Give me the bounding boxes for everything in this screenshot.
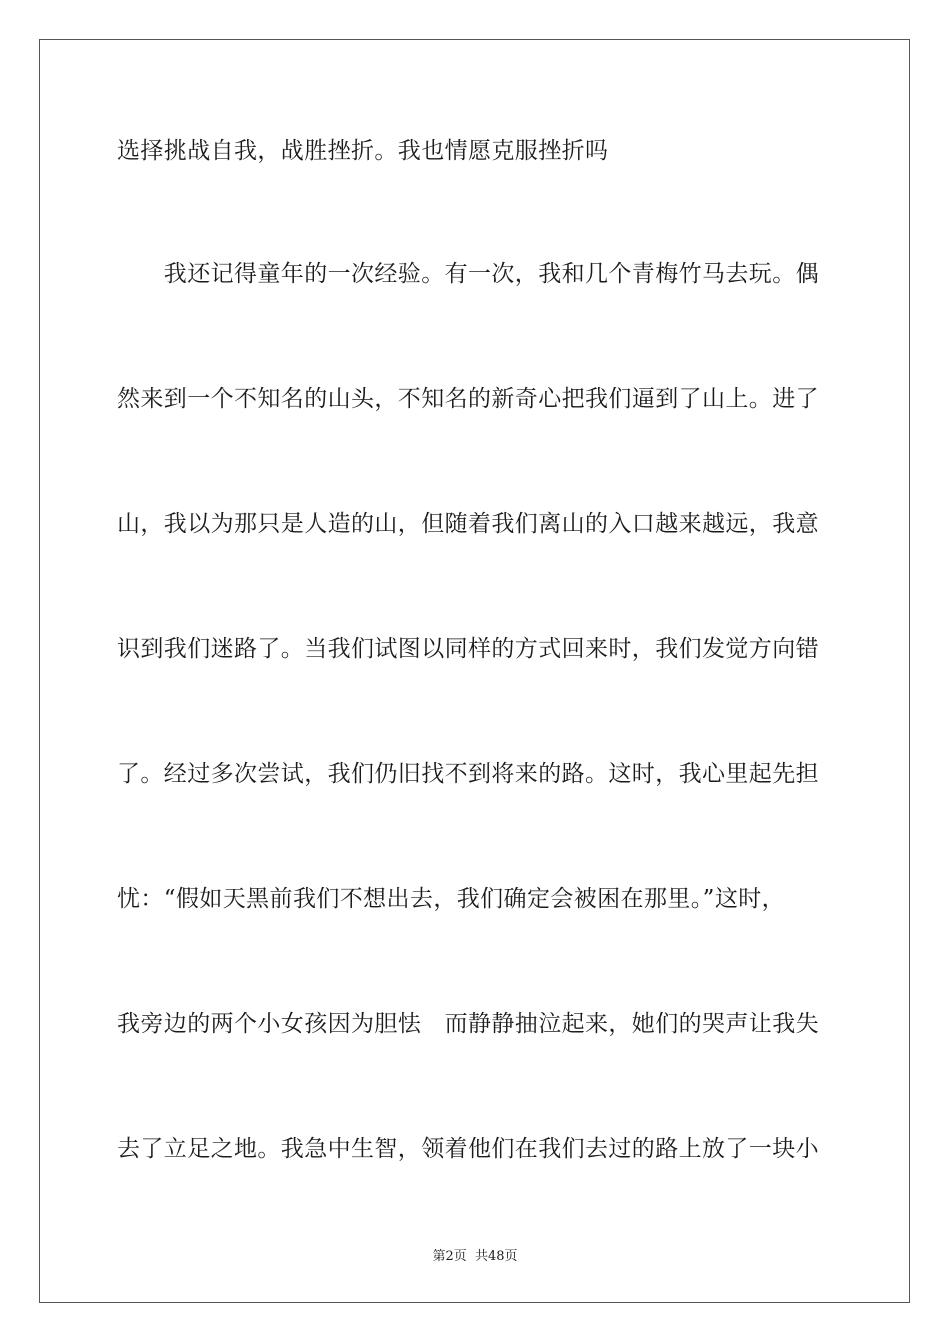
text-line: 选择挑战自我，战胜挫折。我也情愿克服挫折吗 [117,138,609,164]
text-line: 识到我们迷路了。当我们试图以同样的方式回来时，我们发觉方向错 [117,636,819,662]
page-border [39,39,910,1303]
page-number: 第2页 [432,1249,467,1264]
text-line: 了。经过多次尝试，我们仍旧找不到将来的路。这时，我心里起先担 [117,761,819,787]
text-line: 去了立足之地。我急中生智，领着他们在我们去过的路上放了一块小 [117,1136,819,1162]
page-total: 共48页 [474,1249,518,1264]
text-line: 山，我以为那只是人造的山，但随着我们离山的入口越来越远，我意 [117,511,819,537]
text-line: 我旁边的两个小女孩因为胆怯 而静静抽泣起来，她们的哭声让我失 [117,1011,819,1037]
text-line: 我还记得童年的一次经验。有一次，我和几个青梅竹马去玩。偶 [117,261,819,287]
text-line: 然来到一个不知名的山头，不知名的新奇心把我们逼到了山上。进了 [117,386,819,412]
page-footer [0,1248,950,1266]
text-line: 忧：“假如天黑前我们不想出去，我们确定会被困在那里。”这时， [117,886,786,912]
